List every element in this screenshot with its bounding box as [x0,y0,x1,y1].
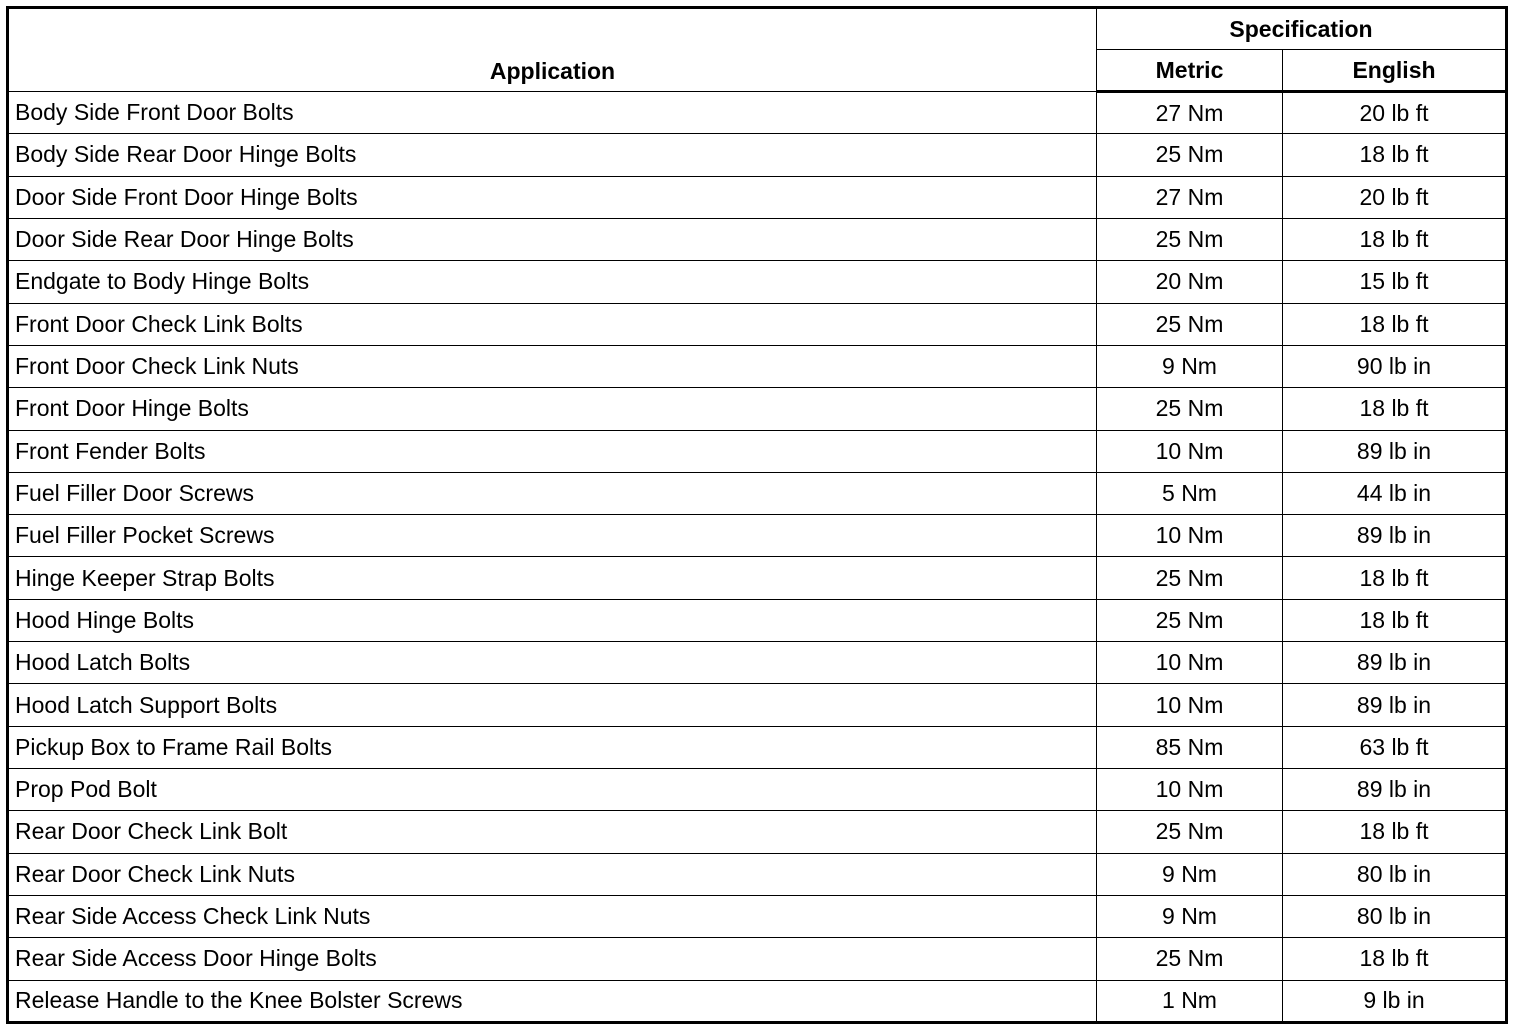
english-column-header: English [1283,50,1507,92]
table-row [8,430,1507,472]
table-row [8,726,1507,768]
application-cell: Rear Side Access Check Link Nuts [8,895,1097,937]
table-row [8,599,1507,641]
application-column-header: Application [8,8,1097,92]
metric-cell: 25 Nm [1097,218,1283,260]
metric-cell: 25 Nm [1097,388,1283,430]
metric-cell: 10 Nm [1097,769,1283,811]
application-cell: Endgate to Body Hinge Bolts [8,261,1097,303]
english-cell: 89 lb in [1283,769,1507,811]
application-cell: Rear Side Access Door Hinge Bolts [8,938,1097,980]
table-row [8,853,1507,895]
table-row [8,261,1507,303]
metric-cell: 10 Nm [1097,642,1283,684]
header-row-top [8,8,1507,50]
application-cell: Front Door Check Link Nuts [8,345,1097,387]
table-row [8,557,1507,599]
application-cell: Pickup Box to Frame Rail Bolts [8,726,1097,768]
metric-column-header: Metric [1097,50,1283,92]
metric-cell: 25 Nm [1097,811,1283,853]
table-row [8,303,1507,345]
application-cell: Hood Latch Bolts [8,642,1097,684]
table-header [8,8,1507,92]
english-cell: 9 lb in [1283,980,1507,1022]
metric-cell: 27 Nm [1097,92,1283,134]
application-cell: Fuel Filler Pocket Screws [8,515,1097,557]
english-cell: 18 lb ft [1283,811,1507,853]
specification-group-header: Specification [1097,8,1507,50]
metric-cell: 10 Nm [1097,684,1283,726]
application-cell: Hinge Keeper Strap Bolts [8,557,1097,599]
table-row [8,938,1507,980]
metric-cell: 25 Nm [1097,938,1283,980]
english-cell: 89 lb in [1283,515,1507,557]
english-cell: 18 lb ft [1283,599,1507,641]
english-cell: 20 lb ft [1283,176,1507,218]
english-cell: 18 lb ft [1283,557,1507,599]
application-cell: Body Side Front Door Bolts [8,92,1097,134]
table-row [8,769,1507,811]
table-row [8,811,1507,853]
fastener-torque-spec-table [6,6,1508,1024]
english-cell: 89 lb in [1283,684,1507,726]
metric-cell: 5 Nm [1097,472,1283,514]
english-cell: 18 lb ft [1283,134,1507,176]
english-cell: 18 lb ft [1283,938,1507,980]
metric-cell: 25 Nm [1097,599,1283,641]
english-cell: 18 lb ft [1283,388,1507,430]
application-cell: Hood Latch Support Bolts [8,684,1097,726]
application-cell: Front Door Check Link Bolts [8,303,1097,345]
metric-cell: 85 Nm [1097,726,1283,768]
metric-cell: 9 Nm [1097,895,1283,937]
table-row [8,134,1507,176]
application-cell: Rear Door Check Link Nuts [8,853,1097,895]
metric-cell: 10 Nm [1097,430,1283,472]
metric-cell: 9 Nm [1097,853,1283,895]
table-row [8,345,1507,387]
table-row [8,980,1507,1022]
application-cell: Rear Door Check Link Bolt [8,811,1097,853]
metric-cell: 1 Nm [1097,980,1283,1022]
metric-cell: 20 Nm [1097,261,1283,303]
english-cell: 89 lb in [1283,430,1507,472]
application-cell: Hood Hinge Bolts [8,599,1097,641]
application-cell: Door Side Rear Door Hinge Bolts [8,218,1097,260]
metric-cell: 25 Nm [1097,557,1283,599]
english-cell: 80 lb in [1283,895,1507,937]
metric-cell: 27 Nm [1097,176,1283,218]
table-row [8,176,1507,218]
english-cell: 44 lb in [1283,472,1507,514]
table-row [8,92,1507,134]
english-cell: 15 lb ft [1283,261,1507,303]
application-cell: Fuel Filler Door Screws [8,472,1097,514]
application-cell: Front Fender Bolts [8,430,1097,472]
english-cell: 18 lb ft [1283,218,1507,260]
table-row [8,642,1507,684]
english-cell: 20 lb ft [1283,92,1507,134]
application-cell: Release Handle to the Knee Bolster Screws [8,980,1097,1022]
table-row [8,684,1507,726]
table-row [8,388,1507,430]
table-row [8,218,1507,260]
application-cell: Door Side Front Door Hinge Bolts [8,176,1097,218]
table-row [8,515,1507,557]
application-cell: Prop Pod Bolt [8,769,1097,811]
metric-cell: 9 Nm [1097,345,1283,387]
metric-cell: 25 Nm [1097,134,1283,176]
metric-cell: 10 Nm [1097,515,1283,557]
application-cell: Front Door Hinge Bolts [8,388,1097,430]
table-row [8,895,1507,937]
metric-cell: 25 Nm [1097,303,1283,345]
application-cell: Body Side Rear Door Hinge Bolts [8,134,1097,176]
english-cell: 80 lb in [1283,853,1507,895]
english-cell: 89 lb in [1283,642,1507,684]
english-cell: 18 lb ft [1283,303,1507,345]
english-cell: 63 lb ft [1283,726,1507,768]
english-cell: 90 lb in [1283,345,1507,387]
table-body [8,92,1507,1023]
table-row [8,472,1507,514]
